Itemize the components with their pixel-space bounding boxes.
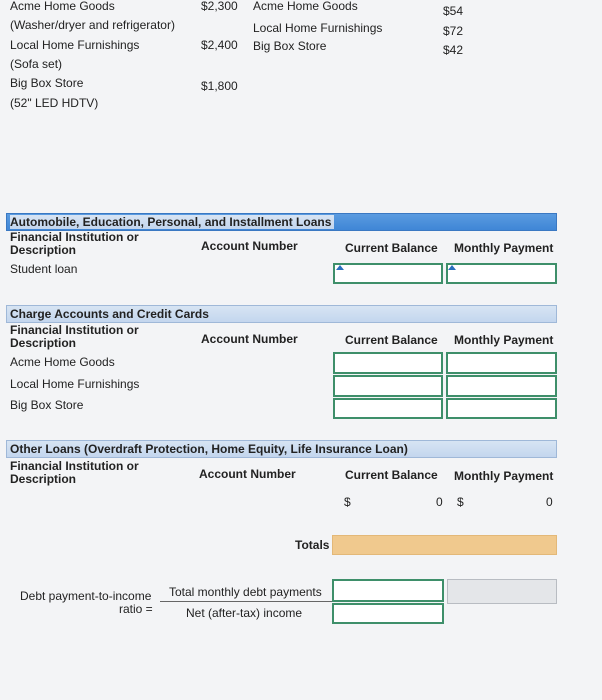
big-box-balance-input[interactable] [333, 398, 443, 419]
column-header-description: Description [10, 243, 77, 257]
list-item-payment: $54 [443, 4, 464, 18]
totals-label: Totals [295, 538, 330, 552]
section-header-charge-accounts [6, 305, 557, 323]
column-header-institution: Financial Institution or [10, 323, 139, 337]
column-header-monthly-payment: Monthly Payment [454, 241, 554, 255]
column-header-current-balance: Current Balance [345, 241, 438, 255]
totals-field [332, 535, 557, 555]
column-header-monthly-payment: Monthly Payment [454, 469, 554, 483]
student-loan-balance-input[interactable] [333, 263, 443, 284]
column-header-account-number: Account Number [201, 332, 298, 346]
ratio-label-equals: ratio = [119, 602, 153, 616]
list-item-payment: $42 [443, 43, 464, 57]
list-item-desc: Acme Home Goods [10, 0, 115, 13]
row-label-local-home-furnishings: Local Home Furnishings [10, 377, 140, 391]
list-item-desc: Big Box Store [253, 39, 327, 53]
list-item-desc: Acme Home Goods [253, 0, 358, 13]
column-header-description: Description [10, 472, 77, 486]
payment-value: 0 [546, 495, 553, 509]
balance-value: 0 [436, 495, 443, 509]
row-label-big-box-store: Big Box Store [10, 398, 84, 412]
list-item-desc: Big Box Store [10, 76, 84, 90]
cursor-arrow-icon [448, 265, 456, 270]
local-home-balance-input[interactable] [333, 375, 443, 397]
list-item-payment: $72 [443, 24, 464, 38]
section-title: Other Loans (Overdraft Protection, Home Equity, Life Insurance Loan) [10, 442, 408, 456]
ratio-denominator-label: Net (after-tax) income [186, 606, 303, 620]
net-income-input[interactable] [332, 603, 444, 624]
student-loan-payment-input[interactable] [446, 263, 557, 284]
column-header-institution: Financial Institution or [10, 459, 139, 473]
acme-balance-input[interactable] [333, 352, 443, 374]
section-title: Automobile, Education, Personal, and Installment Loans [10, 215, 334, 229]
payment-currency: $ [457, 495, 464, 509]
column-header-account-number: Account Number [201, 239, 298, 253]
list-item-desc: Local Home Furnishings [253, 21, 383, 35]
list-item-desc: Local Home Furnishings [10, 38, 140, 52]
list-item-amount: $2,300 [201, 0, 238, 13]
column-header-monthly-payment: Monthly Payment [454, 333, 554, 347]
ratio-label: Debt payment-to-income [20, 589, 152, 603]
column-header-account-number: Account Number [199, 467, 296, 481]
fraction-line [160, 601, 332, 602]
big-box-payment-input[interactable] [446, 398, 557, 419]
list-item-amount: $2,400 [201, 38, 238, 52]
column-header-current-balance: Current Balance [345, 333, 438, 347]
list-item-desc: (52" LED HDTV) [10, 96, 99, 110]
ratio-numerator-label: Total monthly debt payments [169, 585, 322, 599]
ratio-result-field [447, 579, 557, 604]
acme-payment-input[interactable] [446, 352, 557, 374]
list-item-desc: (Washer/dryer and refrigerator) [10, 18, 175, 32]
local-home-payment-input[interactable] [446, 375, 557, 397]
section-title: Charge Accounts and Credit Cards [10, 307, 209, 321]
section-header-installment-loans [6, 213, 557, 231]
balance-currency: $ [344, 495, 351, 509]
list-item-desc: (Sofa set) [10, 57, 63, 71]
list-item-amount: $1,800 [201, 79, 238, 93]
column-header-current-balance: Current Balance [345, 468, 438, 482]
column-header-description: Description [10, 336, 77, 350]
column-header-institution: Financial Institution or [10, 230, 139, 244]
row-label-student-loan: Student loan [10, 262, 78, 276]
section-header-other-loans [6, 440, 557, 458]
row-label-acme-home-goods: Acme Home Goods [10, 355, 115, 369]
cursor-arrow-icon [336, 265, 344, 270]
total-monthly-debt-input[interactable] [332, 579, 444, 602]
